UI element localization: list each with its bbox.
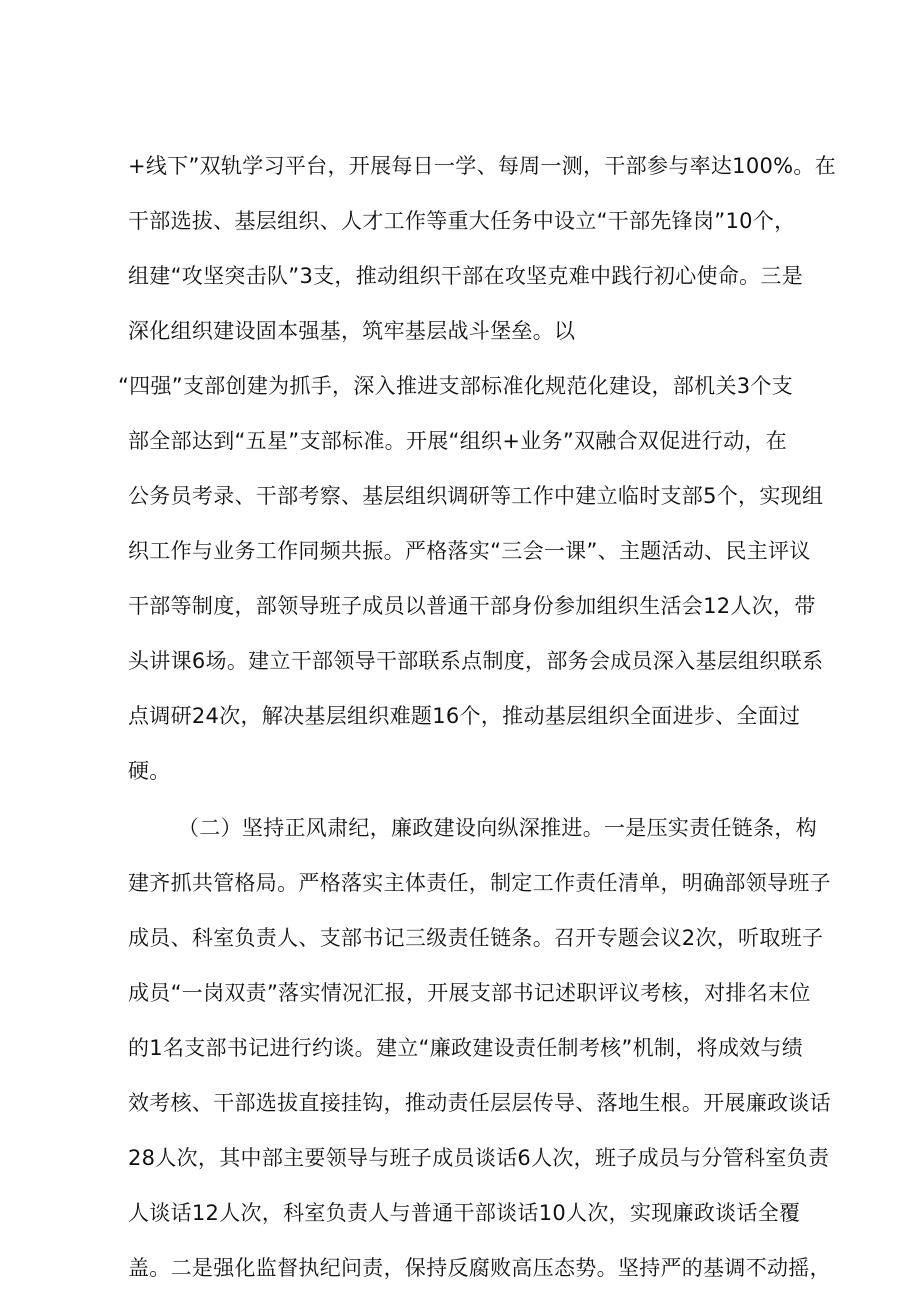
text-line: +线下”双轨学习平台，开展每日一学、每周一测，干部参与率达100%。在 [128,154,837,178]
text-line: 点调研24次，解决基层组织难题16个，推动基层组织全面进步、全面过 [128,704,801,728]
text-line: 织工作与业务工作同频共振。严格落实“三会一课”、主题活动、民主评议 [128,539,811,563]
text-line: 干部选拔、基层组织、人才工作等重大任务中设立“干部先锋岗”10个， [128,209,796,233]
section-heading-line: （二）坚持正风肃纪，廉政建设向纵深推进。一是压实责任链条，构 [178,816,817,840]
text-line: 硬。 [128,759,171,783]
text-line: 组建“攻坚突击队”3支，推动组织干部在攻坚克难中践行初心使命。三是 [128,264,804,288]
text-line: 人谈话12人次，科室负责人与普通干部谈话10人次，实现廉政谈话全覆 [128,1201,801,1225]
text-line: 成员“一岗双责”落实情况汇报，开展支部书记述职评议考核，对排名末位 [128,981,811,1005]
text-line: “四强”支部创建为抓手，深入推进支部标准化规范化建设，部机关3个支 [118,374,794,398]
text-line: 部全部达到“五星”支部标准。开展“组织+业务”双融合双促进行动，在 [128,429,788,453]
text-line: 效考核、干部选拔直接挂钩，推动责任层层传导、落地生根。开展廉政谈话 [128,1091,831,1115]
text-line: 28人次，其中部主要领导与班子成员谈话6人次，班子成员与分管科室负责 [128,1146,830,1170]
text-line: 头讲课6场。建立干部领导干部联系点制度，部务会成员深入基层组织联系 [128,649,824,673]
text-line: 盖。二是强化监督执纪问责，保持反腐败高压态势。坚持严的基调不动摇， [128,1256,831,1280]
text-line: 干部等制度，部领导班子成员以普通干部身份参加组织生活会12人次，带 [128,594,816,618]
text-line: 建齐抓共管格局。严格落实主体责任，制定工作责任清单，明确部领导班子 [128,871,831,895]
text-line: 的1名支部书记进行约谈。建立“廉政建设责任制考核”机制，将成效与绩 [128,1036,804,1060]
text-line: 公务员考录、干部考察、基层组织调研等工作中建立临时支部5个，实现组 [128,484,824,508]
text-line: 成员、科室负责人、支部书记三级责任链条。召开专题会议2次，听取班子 [128,926,824,950]
text-line: 深化组织建设固本强基，筑牢基层战斗堡垒。以 [128,319,576,343]
